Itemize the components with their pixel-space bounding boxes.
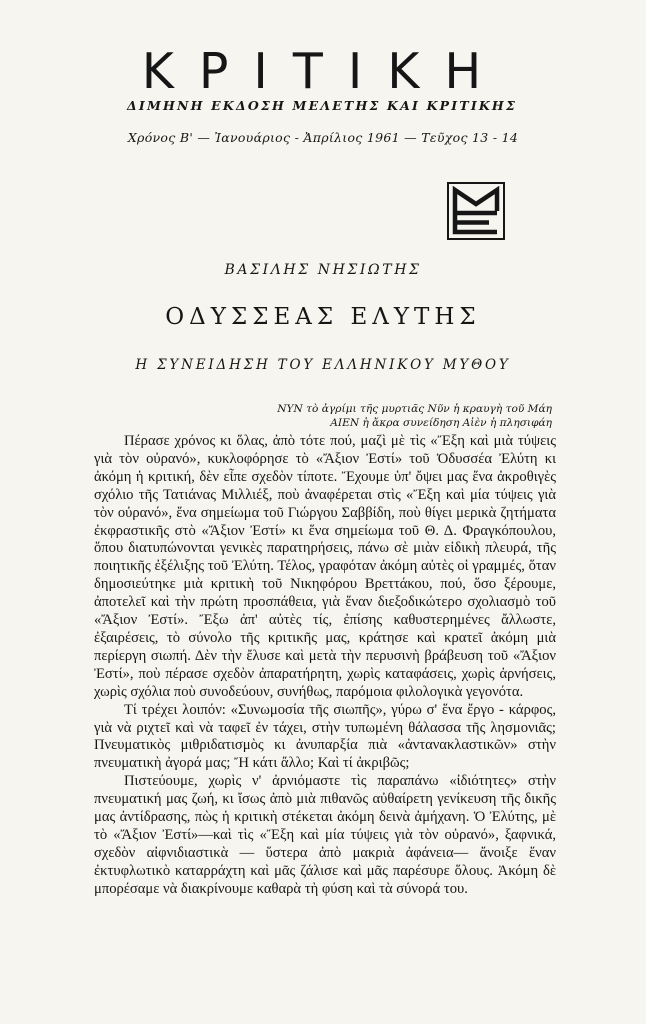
issue-line: Χρόνος Β' — Ἰανουάριος - Ἀπρίλιος 1961 — Τεῦχος 13 - 14 xyxy=(127,130,519,145)
journal-subtitle: ΔΙΜΗΝΗ ΕΚΔΟΣΗ ΜΕΛΕΤΗΣ ΚΑΙ ΚΡΙΤΙΚΗΣ xyxy=(127,98,517,113)
epigraph xyxy=(250,402,552,430)
journal-title: ΚΡΙΤΙΚΗ xyxy=(141,43,507,100)
article-author: ΒΑΣΙΛΗΣ ΝΗΣΙΩΤΗΣ xyxy=(224,262,422,278)
body-paragraph: Πιστεύουμε, χωρὶς ν' ἀρνιόμαστε τὶς παραπάνω «ἰδιότητες» στὴν πνευματική μας ζωή, κι ἴσως ἀπὸ μιὰ πιθανῶς αὐθαίρετη γενίκευση τῆς δικῆς μας ἀντίδρασης, πὼς ἡ κριτικὴ στέκεται ἀκόμη δεινὰ ἀμήχανη. Ὁ Ἐλύτης, μὲ τὸ «Ἄξιον Ἐστί»—καὶ τὶς «Ἔξη καὶ μία τύψεις γιὰ τὸν οὐρανό», ξαφνικά, σχεδὸν αἰφνιδιαστικὰ — ὕστερα ἀπὸ μακριὰ ἀφάνεια— ἄνοιξε ἕναν ἐκτυφλωτικὸ καταρράχτη καὶ μᾶς ζάλισε καὶ μᾶς παρέσυρε ὅλους. Ἀκόμη δὲ μπορέσαμε νὰ διακρίνουμε καθαρὰ τὴ φύση καὶ τὰ σύνορά του. xyxy=(94,773,556,897)
epigraph-line: ΝΥΝ τὸ ἀγρίμι τῆς μυρτιᾶς Νῦν ἡ κραυγὴ τοῦ Μάη xyxy=(277,403,552,415)
epigraph-line: ΑΙΕΝ ἡ ἄκρα συνείδηση Αἰὲν ἡ πλησιφάη xyxy=(330,417,552,429)
body-paragraph: Τί τρέχει λοιπόν: «Συνωμοσία τῆς σιωπῆς», γύρω σ' ἕνα ἔργο - κάρφος, γιὰ νὰ ριχτεῖ καὶ νὰ ταφεῖ ἐν τάχει, στὴν τυπωμένη θάλασσα τῆς λησμονιᾶς; Πνευματικὸς μιθριδατισμὸς κι ἀνυπαρξία πιὰ «ἀντανακλαστικῶν» στὴν πνευματικὴ ἀγορά μας; Ἤ κάτι ἄλλο; Καὶ τί ἀκριβῶς; xyxy=(94,701,556,772)
body-paragraph: Πέρασε χρόνος κι ὅλας, ἀπὸ τότε πού, μαζὶ μὲ τὶς «Ἔξη καὶ μιὰ τύψεις γιὰ τὸν οὐρανό», κυκλοφόρησε τὸ «Ἄξιον Ἐστί» τοῦ Ὀδυσσέα Ἐλύτη κι ἀκόμη ἡ κριτική, δὲν εἶπε σχεδὸν τίποτε. Ἔχουμε ὑπ' ὄψει μας ἕνα ἀκροθιγὲς σχόλιο τῆς Τατιάνας Μιλλιέξ, ποὺ ἀναφέρεται στὶς «Ἔξη καὶ μία τύψεις γιὰ τὸν οὐρανό», ἕνα σημείωμα τοῦ Γιώργου Σαββίδη, ποὺ θίγει μερικὰ ζητήματα ἐκφραστικῆς στὸ «Ἄξιον Ἐστί» κι ἕνα σημείωμα τοῦ Θ. Δ. Φραγκόπουλου, ὅπου διατυπώνονται γενικὲς παρατηρήσεις, πάνω σὲ μιὰν εἰδικὴ πλευρά, τῆς ποιητικῆς ἐξέλιξης τοῦ Ἐλύτη. Τέλος, γραφόταν ἀκόμη αὐτὲς οἱ γραμμές, ὅταν δημοσιεύτηκε μιὰ κριτικὴ τοῦ Νικηφόρου Βρεττάκου, πού, ὅσο ξέρουμε, ἀποτελεῖ καὶ τὴν πρώτη προσπάθεια, γιὰ ἕναν διεξοδικώτερο σχολιασμὸ τοῦ «Ἄξιον Ἐστί». Ἔξω ἀπ' αὐτὲς τίς, ἐπίσης καθυστερημένες ἄλλωστε, ἐξαιρέσεις, τὸ σύνολο τῆς κριτικῆς μας, κράτησε καὶ κρατεῖ ἀκόμη μιὰ περίεργη σιωπή. Δὲν τὴν ἔλυσε καὶ μετὰ τὴν περυσινὴ βράβευση τοῦ «Ἄξιον Ἐστί», ποὺ πέρασε σχεδὸν ἀπαρατήρητη, χωρὶς καταφάσεις, χωρὶς ἀρνήσεις, χωρὶς σχόλια ποὺ συνοδεύουν, συνήθως, παρόμοια φιλολογικὰ γεγονότα. xyxy=(94,433,556,700)
article-title: ΟΔΥΣΣΕΑΣ ΕΛΥΤΗΣ xyxy=(165,304,481,330)
article-body xyxy=(94,433,556,899)
article-subtitle: Η ΣΥΝΕΙΔΗΣΗ ΤΟΥ ΕΛΛΗΝΙΚΟΥ ΜΥΘΟΥ xyxy=(135,357,511,373)
me-monogram-icon xyxy=(447,182,505,240)
me-monogram-icon xyxy=(447,182,505,240)
